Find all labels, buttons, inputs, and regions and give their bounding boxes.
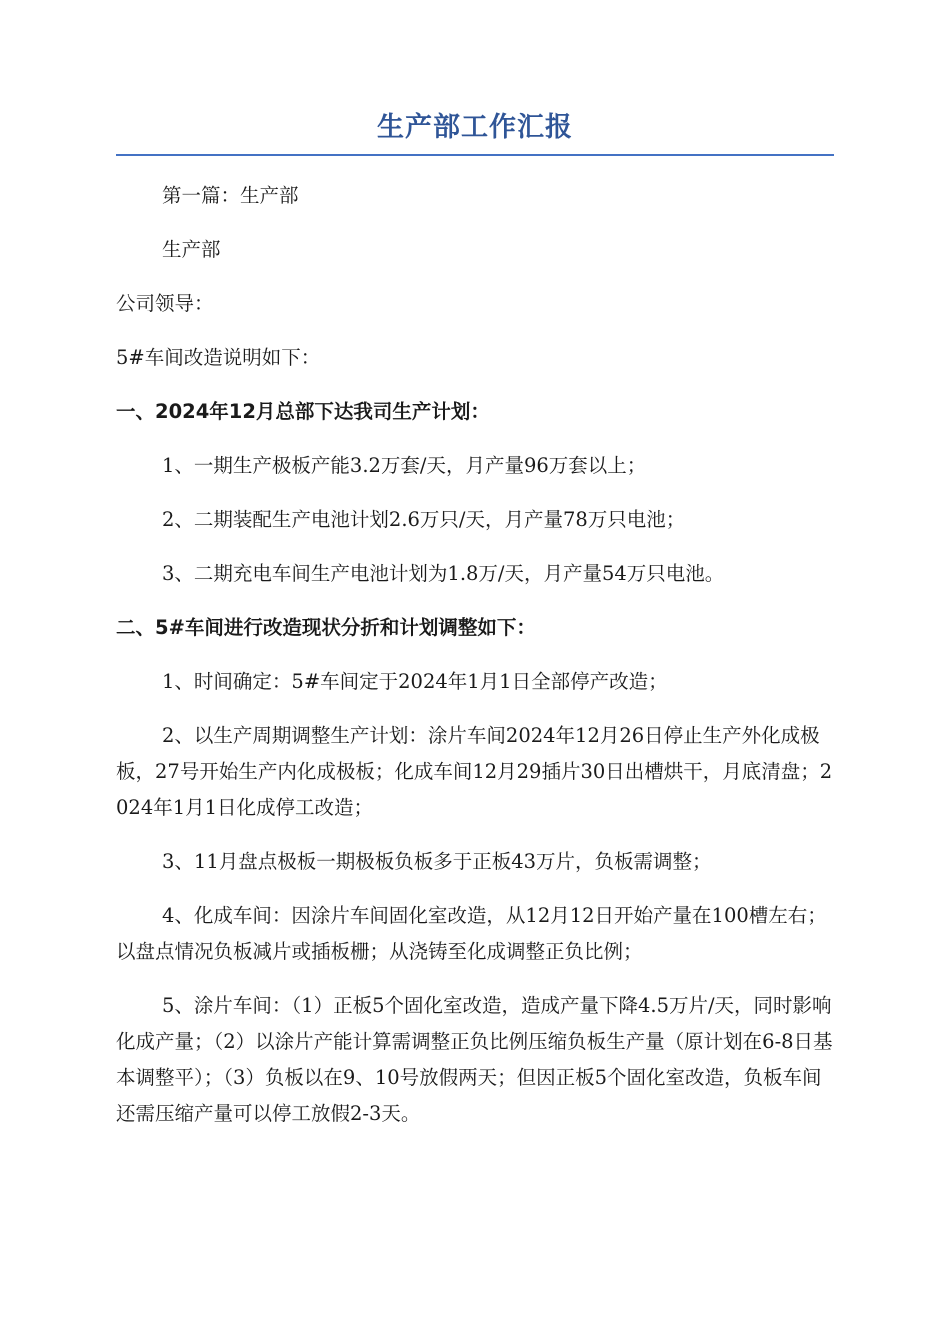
list-item: 1、时间确定：5#车间定于2024年1月1日全部停产改造； — [162, 670, 668, 693]
list-item: 3、11月盘点极板一期极板负板多于正板43万片，负板需调整； — [162, 850, 712, 873]
list-item: 4、化成车间：因涂片车间固化室改造，从12月12日开始产量在100槽左右；以盘点情况负板减片或插板栅；从浇铸至化成调整正负比例； — [116, 904, 827, 963]
document-title: 生产部工作汇报 — [116, 110, 834, 156]
list-item: 2、以生产周期调整生产计划：涂片车间2024年12月26日停止生产外化成极板，27号开始生产内化成极板；化成车间12月29插片30日出槽烘干，月底清盘；2024年1月1日化成停工改造； — [116, 724, 833, 819]
list-item: 3、二期充电车间生产电池计划为1.8万/天，月产量54万只电池。 — [162, 562, 725, 585]
list-item: 2、二期装配生产电池计划2.6万只/天，月产量78万只电池； — [162, 508, 686, 531]
list-item: 5、涂片车间：（1）正板5个固化室改造，造成产量下降4.5万片/天，同时影响化成产量；（2）以涂片产能计算需调整正负比例压缩负板生产量（原计划在6-8日基本调整平）；（3）负板以在9、10号放假两天；但因正板5个固化室改造，负板车间还需压缩产量可以停工放假2-3天。 — [116, 994, 833, 1125]
paragraph-chapter-heading: 第一篇：生产部 — [162, 184, 299, 207]
list-item: 1、一期生产极板产能3.2万套/天，月产量96万套以上； — [162, 454, 647, 477]
section-heading-2: 二、5#车间进行改造现状分折和计划调整如下： — [116, 616, 536, 639]
paragraph-intro: 5#车间改造说明如下： — [116, 346, 321, 369]
paragraph-salutation: 公司领导： — [116, 292, 214, 315]
paragraph-department: 生产部 — [162, 238, 221, 261]
section-heading-1: 一、2024年12月总部下达我司生产计划： — [116, 400, 490, 423]
